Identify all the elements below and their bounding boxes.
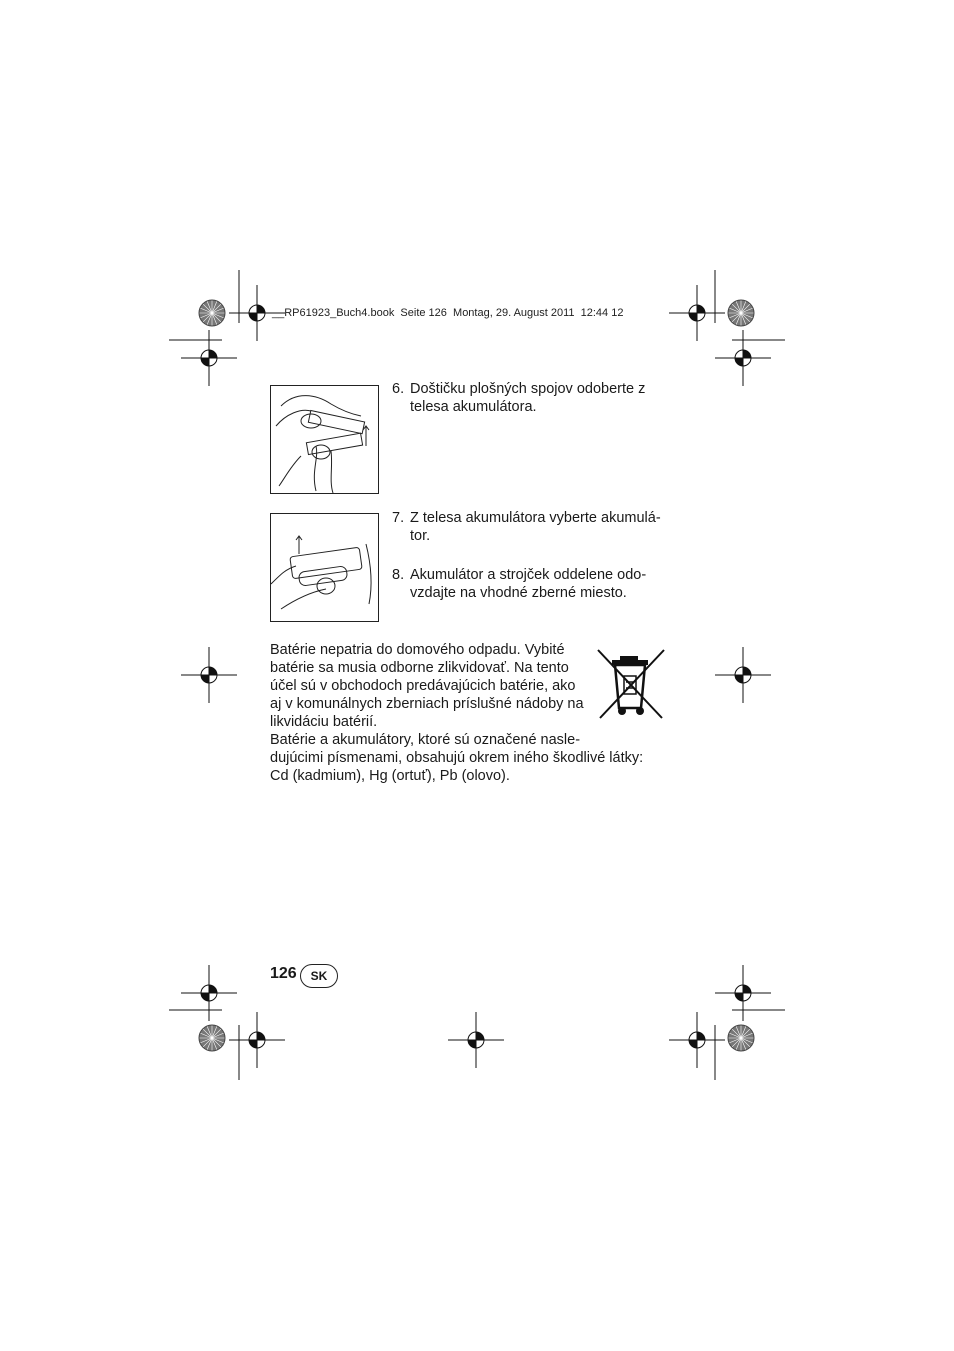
step-text-line: telesa akumulátora.: [410, 399, 537, 415]
print-file-info: __RP61923_Buch4.book Seite 126 Montag, 29. August 2011 12:44 12: [272, 307, 624, 319]
step-text-line: Akumulátor a strojček oddelene odo-: [410, 567, 647, 583]
battery-disposal-notice: [270, 641, 643, 785]
illustration-remove-battery: [270, 513, 379, 622]
step-number: 6.: [392, 381, 405, 397]
step-text-line: tor.: [410, 528, 431, 544]
notice-line: Batérie nepatria do domového odpadu. Vybité: [270, 642, 565, 658]
notice-line: aj v komunálnych zberniach príslušné nádoby na: [270, 696, 584, 712]
notice-line: Cd (kadmium), Hg (ortuť), Pb (olovo).: [270, 768, 510, 784]
page-number: 126: [270, 965, 297, 982]
step-text-line: Doštičku plošných spojov odoberte z: [410, 381, 646, 397]
notice-line: batérie sa musia odborne zlikvidovať. Na tento: [270, 660, 569, 676]
step-text-line: vzdajte na vhodné zberné miesto.: [410, 585, 627, 601]
step-number: 7.: [392, 510, 405, 526]
notice-line: likvidáciu batérií.: [270, 714, 378, 730]
step-text-line: Z telesa akumulátora vyberte akumulá-: [410, 510, 661, 526]
crossed-out-wheelie-bin-icon: [596, 648, 666, 720]
illustration-remove-circuit-board: [270, 385, 379, 494]
language-badge: SK: [300, 964, 338, 988]
notice-line: účel sú v obchodoch predávajúcich batérie, ako: [270, 678, 576, 694]
notice-line: dujúcimi písmenami, obsahujú okrem iného škodlivé látky:: [270, 750, 644, 766]
notice-line: Batérie a akumulátory, ktoré sú označené nasle-: [270, 732, 581, 748]
step-number: 8.: [392, 567, 405, 583]
